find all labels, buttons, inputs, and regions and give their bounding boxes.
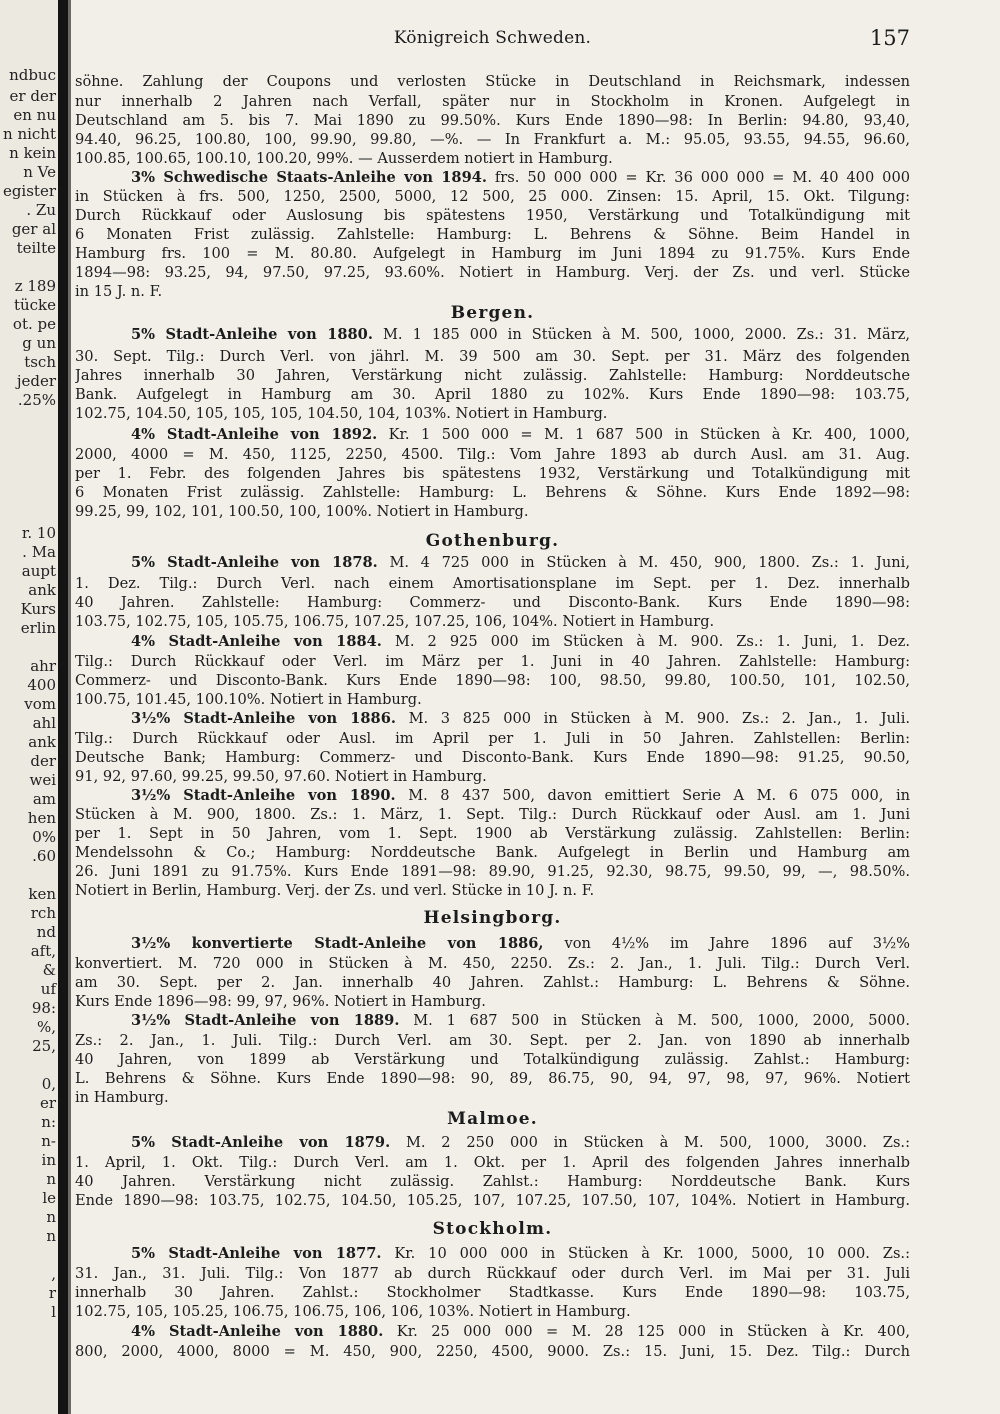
gutter-text: n: <box>41 1113 56 1131</box>
gutter-text: nd <box>36 923 56 941</box>
entry-heading-line <box>131 934 910 953</box>
gutter-text: g un <box>22 334 56 352</box>
entry-text: Kr. 10 000 000 in Stücken à Kr. 1000, 5000, 10 000. Zs.: <box>394 1245 910 1262</box>
text-line: in Hamburg. <box>75 1089 169 1106</box>
text-line: 1894—98: 93.25, 94, 97.50, 97.25, 93.60%. Notiert in Hamburg. Verj. der Zs. und verl. Stücke <box>75 264 910 281</box>
gutter-text: r. 10 <box>21 524 56 542</box>
gutter-text: er der <box>9 87 56 105</box>
entry-title: 3½% Stadt-Anleihe von 1889. <box>131 1012 400 1029</box>
running-title: Königreich Schweden. <box>393 28 592 48</box>
gutter-text: ot. pe <box>12 315 56 333</box>
text-line: 1. April, 1. Okt. Tilg.: Durch Verl. am 1. Okt. per 1. April des folgenden Jahres innerhalb <box>75 1154 910 1171</box>
gutter-text: l <box>51 1303 56 1321</box>
text-line: 40 Jahren. Zahlstelle: Hamburg: Commerz- und Disconto-Bank. Kurs Ende 1890—98: <box>75 594 910 611</box>
entry-heading-line <box>131 1011 910 1030</box>
entry-title: 4% Stadt-Anleihe von 1880. <box>131 1323 384 1340</box>
text-line: nur innerhalb 2 Jahren nach Verfall, später nur in Stockholm in Kronen. Aufgelegt in <box>75 93 910 110</box>
book-spine-edge <box>68 0 71 1414</box>
entry-text: frs. 50 000 000 = Kr. 36 000 000 = M. 40 400 000 <box>494 169 910 186</box>
text-line: 100.85, 100.65, 100.10, 100.20, 99%. — Ausserdem notiert in Hamburg. <box>75 150 613 167</box>
gutter-text: le <box>42 1189 56 1207</box>
entry-text: Kr. 1 500 000 = M. 1 687 500 in Stücken à Kr. 400, 1000, <box>388 426 910 443</box>
entry-text: M. 1 185 000 in Stücken à M. 500, 1000, 2000. Zs.: 31. März, <box>382 326 910 343</box>
text-line: Mendelssohn & Co.; Hamburg: Norddeutsche Bank. Aufgelegt in Berlin und Hamburg am <box>75 844 910 861</box>
text-line: Tilg.: Durch Rückkauf oder Ausl. im April per 1. Juli in 50 Jahren. Zahlstellen: Berlin: <box>75 730 910 747</box>
gutter-text: n kein <box>9 144 56 162</box>
entry-title: 5% Stadt-Anleihe von 1880. <box>131 326 373 343</box>
entry-heading-line <box>131 786 910 805</box>
entry-heading-line <box>131 425 910 444</box>
entry-heading-line <box>131 632 910 651</box>
section-heading-helsingborg: Helsingborg. <box>423 908 562 928</box>
gutter-text: 98: <box>31 999 56 1017</box>
text-line: söhne. Zahlung der Coupons und verlosten Stücke in Deutschland in Reichsmark, indessen <box>75 73 910 90</box>
text-line: 800, 2000, 4000, 8000 = M. 450, 900, 2250, 4500, 9000. Zs.: 15. Juni, 15. Dez. Tilg.: Durch <box>75 1343 910 1360</box>
gutter-text: der <box>30 752 56 770</box>
gutter-text: n Ve <box>23 163 56 181</box>
gutter-text: tsch <box>24 353 56 371</box>
gutter-text: ken <box>28 885 56 903</box>
entry-title: 5% Stadt-Anleihe von 1878. <box>131 554 378 571</box>
text-line: Stücken à M. 900, 1800. Zs.: 1. März, 1. Sept. Tilg.: Durch Rückkauf oder Ausl. am 1. Juni <box>75 806 910 823</box>
gutter-text: . Ma <box>22 543 56 561</box>
text-line: 40 Jahren. Verstärkung nicht zulässig. Zahlst.: Hamburg: Norddeutsche Bank. Kurs <box>75 1173 910 1190</box>
text-line: Jahres innerhalb 30 Jahren, Verstärkung nicht zulässig. Zahlstelle: Hamburg: Norddeutsche <box>75 367 910 384</box>
text-line: in Stücken à frs. 500, 1250, 2500, 5000, 12 500, 25 000. Zinsen: 15. April, 15. Okt. Tilgung: <box>75 188 910 205</box>
entry-heading-line <box>131 1322 910 1341</box>
gutter-text: n nicht <box>3 125 56 143</box>
text-line: Ende 1890—98: 103.75, 102.75, 104.50, 105.25, 107, 107.25, 107.50, 107, 104%. Notiert in Hamburg. <box>75 1192 910 1209</box>
entry-title: 4% Stadt-Anleihe von 1884. <box>131 633 382 650</box>
entry-title: 3% Schwedische Staats-Anleihe von 1894. <box>131 169 487 186</box>
text-line: 91, 92, 97.60, 99.25, 99.50, 97.60. Notiert in Hamburg. <box>75 768 487 785</box>
section-heading-malmoe: Malmoe. <box>447 1109 538 1129</box>
entry-text: von 4½% im Jahre 1896 auf 3½% <box>564 935 910 952</box>
book-page <box>75 0 910 1414</box>
entry-text: M. 3 825 000 in Stücken à M. 900. Zs.: 2. Jan., 1. Juli. <box>408 710 910 727</box>
section-heading-stockholm: Stockholm. <box>432 1219 553 1239</box>
gutter-text: .25% <box>17 391 56 409</box>
entry-text: M. 2 925 000 im Stücken à M. 900. Zs.: 1. Juni, 1. Dez. <box>394 633 910 650</box>
text-line: 102.75, 104.50, 105, 105, 105, 104.50, 104, 103%. Notiert in Hamburg. <box>75 405 608 422</box>
text-line: 100.75, 101.45, 100.10%. Notiert in Hamburg. <box>75 691 422 708</box>
gutter-text: er <box>39 1094 56 1112</box>
text-line: Deutsche Bank; Hamburg: Commerz- und Disconto-Bank. Kurs Ende 1890—98: 91.25, 90.50, <box>75 749 910 766</box>
gutter-text: ank <box>28 581 56 599</box>
text-line: 99.25, 99, 102, 101, 100.50, 100, 100%. Notiert in Hamburg. <box>75 503 529 520</box>
text-line: per 1. Sept in 50 Jahren, vom 1. Sept. 1900 ab Verstärkung zulässig. Zahlstellen: Berlin: <box>75 825 910 842</box>
gutter-text: . Zu <box>26 201 56 219</box>
section-heading-gothenburg: Gothenburg. <box>425 531 560 551</box>
entry-title: 3½% konvertierte Stadt-Anleihe von 1886, <box>131 935 544 952</box>
text-line: 6 Monaten Frist zulässig. Zahlstelle: Hamburg: L. Behrens & Söhne. Beim Handel in <box>75 226 910 243</box>
text-line: 6 Monaten Frist zulässig. Zahlstelle: Hamburg: L. Behrens & Söhne. Kurs Ende 1892—98: <box>75 484 910 501</box>
gutter-text: n- <box>41 1132 56 1150</box>
section-heading-bergen: Bergen. <box>450 303 535 323</box>
text-line: 31. Jan., 31. Juli. Tilg.: Von 1877 ab durch Rückkauf oder durch Verl. im Mai per 31. Juli <box>75 1265 910 1282</box>
gutter-text: aft, <box>30 942 56 960</box>
gutter-text: teilte <box>16 239 56 257</box>
gutter-text: tücke <box>13 296 56 314</box>
text-line: L. Behrens & Söhne. Kurs Ende 1890—98: 90, 89, 86.75, 90, 94, 97, 98, 97, 96%. Notiert <box>75 1070 910 1087</box>
entry-title: 3½% Stadt-Anleihe von 1890. <box>131 787 396 804</box>
entry-heading-line <box>131 553 910 572</box>
entry-heading-line <box>131 1244 910 1263</box>
gutter-text: %, <box>36 1018 56 1036</box>
gutter-text: 400 <box>27 676 56 694</box>
entry-heading-line <box>131 709 910 728</box>
running-header <box>75 26 910 56</box>
entry-text: Kr. 25 000 000 = M. 28 125 000 in Stücken à Kr. 400, <box>396 1323 910 1340</box>
text-line: am 30. Sept. per 2. Jan. innerhalb 40 Jahren. Zahlst.: Hamburg: L. Behrens & Söhne. <box>75 974 910 991</box>
gutter-text: erlin <box>20 619 56 637</box>
text-line: Notiert in Berlin, Hamburg. Verj. der Zs. und verl. Stücke in 10 J. n. F. <box>75 882 595 899</box>
entry-title: 5% Stadt-Anleihe von 1877. <box>131 1245 382 1262</box>
text-line: 40 Jahren, von 1899 ab Verstärkung und Totalkündigung zulässig. Zahlst.: Hamburg: <box>75 1051 910 1068</box>
text-line: Commerz- und Disconto-Bank. Kurs Ende 1890—98: 100, 98.50, 99.80, 100.50, 101, 102.50, <box>75 672 910 689</box>
gutter-text: ahr <box>30 657 56 675</box>
gutter-text: & <box>42 961 56 979</box>
gutter-text: r <box>48 1284 56 1302</box>
gutter-text: 25, <box>32 1037 56 1055</box>
gutter-text: n <box>46 1227 56 1245</box>
text-line: per 1. Febr. des folgenden Jahres bis spätestens 1932, Verstärkung und Totalkündigung mit <box>75 465 910 482</box>
text-line: 102.75, 105, 105.25, 106.75, 106.75, 106, 106, 103%. Notiert in Hamburg. <box>75 1303 631 1320</box>
text-line: 2000, 4000 = M. 450, 1125, 2250, 4500. Tilg.: Vom Jahre 1893 ab durch Ausl. am 31. Aug. <box>75 446 910 463</box>
entry-text: M. 2 250 000 in Stücken à M. 500, 1000, 3000. Zs.: <box>405 1134 910 1151</box>
text-line: 94.40, 96.25, 100.80, 100, 99.90, 99.80, —%. — In Frankfurt a. M.: 95.05, 93.55, 94.55, 96.60, <box>75 131 910 148</box>
entry-title: 4% Stadt-Anleihe von 1892. <box>131 426 378 443</box>
page-number: 157 <box>869 26 910 50</box>
adjacent-page-fragment <box>0 0 58 1414</box>
gutter-text: Kurs <box>20 600 56 618</box>
entry-heading-line <box>131 168 910 187</box>
gutter-text: 0% <box>32 828 56 846</box>
text-line: in 15 J. n. F. <box>75 283 163 300</box>
gutter-text: aupt <box>21 562 56 580</box>
gutter-text: , <box>51 1265 56 1283</box>
gutter-text: en nu <box>13 106 56 124</box>
gutter-text: 0, <box>41 1075 56 1093</box>
text-line: 30. Sept. Tilg.: Durch Verl. von jährl. M. 39 500 am 30. Sept. per 31. März des folgenden <box>75 348 910 365</box>
gutter-text: jeder <box>16 372 56 390</box>
book-spine-shadow <box>58 0 68 1414</box>
gutter-text: hen <box>27 809 56 827</box>
gutter-text: egister <box>2 182 56 200</box>
gutter-text: ahl <box>32 714 56 732</box>
text-line: Durch Rückkauf oder Auslosung bis spätestens 1950, Verstärkung und Totalkündigung mit <box>75 207 910 224</box>
text-line: 103.75, 102.75, 105, 105.75, 106.75, 107.25, 107.25, 106, 104%. Notiert in Hamburg. <box>75 613 715 630</box>
gutter-text: ank <box>28 733 56 751</box>
text-line: 1. Dez. Tilg.: Durch Verl. nach einem Amortisationsplane im Sept. per 1. Dez. innerhalb <box>75 575 910 592</box>
gutter-text: ndbuc <box>9 66 56 84</box>
text-line: Deutschland am 5. bis 7. Mai 1890 zu 99.50%. Kurs Ende 1890—98: In Berlin: 94.80, 93,40, <box>75 112 910 129</box>
gutter-text: am <box>32 790 56 808</box>
text-line: konvertiert. M. 720 000 in Stücken à M. 450, 2250. Zs.: 2. Jan., 1. Juli. Tilg.: Durch Verl. <box>75 955 910 972</box>
gutter-text: uf <box>40 980 56 998</box>
entry-heading-line <box>131 1133 910 1152</box>
entry-title: 3½% Stadt-Anleihe von 1886. <box>131 710 396 727</box>
text-line: Hamburg frs. 100 = M. 80.80. Aufgelegt in Hamburg im Juni 1894 zu 91.75%. Kurs Ende <box>75 245 910 262</box>
gutter-text: z 189 <box>14 277 56 295</box>
gutter-text: ger al <box>11 220 56 238</box>
text-line: 26. Juni 1891 zu 91.75%. Kurs Ende 1891—98: 89.90, 91.25, 92.30, 98.75, 99.50, 99, —, 98.50%. <box>75 863 910 880</box>
gutter-text: in <box>41 1151 56 1169</box>
gutter-text: n <box>46 1170 56 1188</box>
text-line: innerhalb 30 Jahren. Zahlst.: Stockholmer Stadtkasse. Kurs Ende 1890—98: 103.75, <box>75 1284 910 1301</box>
gutter-text: wei <box>29 771 56 789</box>
text-line: Bank. Aufgelegt in Hamburg am 30. April 1880 zu 102%. Kurs Ende 1890—98: 103.75, <box>75 386 910 403</box>
gutter-text: .60 <box>32 847 56 865</box>
entry-text: M. 8 437 500, davon emittiert Serie A M. 6 075 000, in <box>408 787 910 804</box>
text-line: Kurs Ende 1896—98: 99, 97, 96%. Notiert in Hamburg. <box>75 993 486 1010</box>
gutter-text: n <box>46 1208 56 1226</box>
gutter-text: rch <box>30 904 56 922</box>
entry-heading-line <box>131 325 910 344</box>
entry-text: M. 4 725 000 in Stücken à M. 450, 900, 1800. Zs.: 1. Juni, <box>389 554 910 571</box>
text-line: Tilg.: Durch Rückkauf oder Verl. im März per 1. Juni in 40 Jahren. Zahlstelle: Hamburg: <box>75 653 910 670</box>
gutter-text: vom <box>24 695 56 713</box>
entry-text: M. 1 687 500 in Stücken à M. 500, 1000, 2000, 5000. <box>413 1012 910 1029</box>
text-line: Zs.: 2. Jan., 1. Juli. Tilg.: Durch Verl. am 30. Sept. per 2. Jan. von 1890 ab innerhalb <box>75 1032 910 1049</box>
entry-title: 5% Stadt-Anleihe von 1879. <box>131 1134 391 1151</box>
